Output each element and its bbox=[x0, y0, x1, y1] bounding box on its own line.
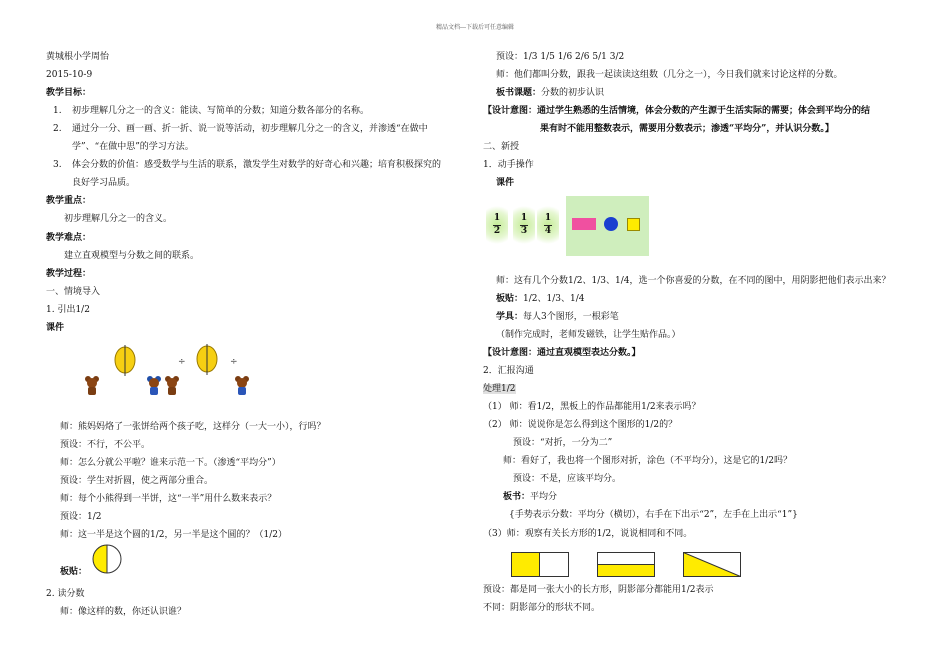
gesture-line: {手势表示分数：平均分（横切），右手在下出示“2”，左手在上出示“1”} bbox=[509, 510, 798, 520]
bear-icon bbox=[147, 376, 161, 395]
fraction-card bbox=[513, 204, 535, 246]
dialog-line: 师：熊妈妈烙了一张饼给两个孩子吃，这样分（一大一小），行吗？ bbox=[60, 422, 326, 432]
fraction-denominator: 3 bbox=[520, 226, 528, 236]
svg-text:÷: ÷ bbox=[230, 357, 238, 367]
board-row bbox=[496, 293, 584, 305]
bear-pie-illustration bbox=[80, 342, 260, 400]
fraction-denominator: 2 bbox=[493, 226, 501, 236]
question-line: （2） 师：说说你是怎么得到这个图形的1/2的？ bbox=[483, 420, 678, 430]
dialog-line: 预设：学生对折圆，使之两部分重合。 bbox=[60, 476, 214, 486]
author: 黄城根小学周怡 bbox=[46, 52, 110, 62]
board-content: 1/2、1/3、1/4 bbox=[523, 294, 585, 304]
sub-heading: 2．汇报沟通 bbox=[483, 366, 534, 376]
fraction-card bbox=[486, 204, 508, 246]
difficulty-text: 建立直观模型与分数之间的联系。 bbox=[64, 251, 200, 261]
difficulty-title: 教学难点： bbox=[46, 233, 92, 243]
sub-heading: 1. 引出1/2 bbox=[46, 305, 90, 315]
fraction-numerator: 1 bbox=[544, 213, 552, 223]
yellow-square-shape bbox=[627, 218, 640, 231]
board-title: 分数的初步认识 bbox=[541, 88, 605, 98]
tools-row bbox=[496, 311, 619, 323]
goal-num: 1. bbox=[53, 106, 62, 116]
shapes-panel bbox=[566, 196, 649, 256]
preset-line: 预设：“对折，一分为二” bbox=[513, 438, 613, 448]
dialog-line: 预设：不行，不公平。 bbox=[60, 440, 151, 450]
process-title: 教学过程： bbox=[46, 269, 92, 279]
teacher-line: 师：他们都叫分数，跟我一起读读这组数（几分之一），今日我们就来讨论这样的分数。 bbox=[496, 70, 843, 80]
goal-text: 良好学习品质。 bbox=[72, 178, 136, 188]
handle-heading bbox=[483, 383, 516, 395]
board-label: 板书： bbox=[503, 492, 531, 502]
blue-circle-shape bbox=[604, 217, 618, 231]
pink-rectangle-shape bbox=[572, 218, 596, 230]
board-title-label: 板书课题： bbox=[496, 88, 542, 98]
bear-icon bbox=[235, 376, 249, 395]
goal-text: 通过分一分、画一画、折一折、说一说等活动，初步理解几分之一的含义，并渗透“在做中 bbox=[72, 124, 428, 134]
question-line: （3）师：观察有关长方形的1/2，说说相同和不同。 bbox=[483, 529, 693, 539]
half-circle-figure bbox=[91, 543, 123, 575]
fraction-numerator: 1 bbox=[493, 213, 501, 223]
dialog-line: 师：每个小熊得到一半饼，这“一半”用什么数来表示？ bbox=[60, 494, 277, 504]
design-intent-1: 【设计意图：通过学生熟悉的生活情境，体会分数的产生源于生活实际的需要；体会到平均分的结 bbox=[483, 106, 871, 116]
preset-line: 预设：不是，应该平均分。 bbox=[513, 474, 622, 484]
teacher-line: 师：看好了，我也将一个图形对折，涂色（不平均分），这是它的1/2吗？ bbox=[503, 456, 792, 466]
design-intent-2: 【设计意图：通过直观模型表达分数。】 bbox=[483, 348, 641, 358]
pie-left-icon bbox=[115, 345, 135, 376]
fraction-card bbox=[537, 204, 559, 246]
tools-content: 每人3个图形，一根彩笔 bbox=[523, 312, 619, 322]
sub-heading: 1．动手操作 bbox=[483, 160, 534, 170]
diff-line: 不同：阴影部分的形状不同。 bbox=[483, 603, 601, 613]
preset-fractions: 预设：1/3 1/5 1/6 2/6 5/1 3/2 bbox=[496, 52, 625, 62]
sub-heading: 2. 读分数 bbox=[46, 589, 85, 599]
dialog-line: 预设：1/2 bbox=[60, 512, 102, 522]
dialog-line: 师：这一半是这个圆的1/2，另一半是这个圆的？（1/2） bbox=[60, 530, 287, 540]
same-line: 预设：都是同一张大小的长方形，阴影部分都能用1/2表示 bbox=[483, 585, 714, 595]
key-text: 初步理解几分之一的含义。 bbox=[64, 214, 173, 224]
rectangle-diagonal-half bbox=[683, 552, 743, 578]
goals-title: 教学目标： bbox=[46, 88, 92, 98]
goal-num: 3. bbox=[53, 160, 62, 170]
rectangle-vertical-half bbox=[511, 552, 571, 578]
dialog-line: 师：怎么分就公平啦？谁来示范一下。（渗透“平均分”） bbox=[60, 458, 281, 468]
section-heading: 一、情境导入 bbox=[46, 287, 101, 297]
dialog-line: 师：像这样的数，你还认识谁？ bbox=[60, 607, 187, 617]
board-row bbox=[503, 491, 557, 503]
note: （制作完成时，老师发磁铁，让学生贴作品。） bbox=[496, 330, 681, 340]
board-label: 板贴： bbox=[60, 567, 88, 577]
key-title: 教学重点： bbox=[46, 196, 92, 206]
goal-text: 学”、“在做中思”的学习方法。 bbox=[72, 142, 194, 152]
bear-icon bbox=[85, 376, 99, 395]
question-line: （1） 师：看1/2，黑板上的作品都能用1/2来表示吗？ bbox=[483, 402, 701, 412]
goal-text: 体会分数的价值：感受数学与生活的联系，激发学生对数学的好奇心和兴趣；培育积极探究的 bbox=[72, 160, 442, 170]
teacher-line: 师：这有几个分数1/2、1/3、1/4，选一个你喜爱的分数，在不同的图中，用阴影把他们表示出来？ bbox=[496, 276, 891, 286]
goal-num: 2. bbox=[53, 124, 62, 134]
fraction-cards bbox=[484, 194, 564, 256]
page-header: 精品文档---下载后可任意编辑 bbox=[435, 24, 515, 31]
handle-text: 处理1/2 bbox=[483, 384, 516, 394]
courseware-label: 课件 bbox=[46, 323, 65, 333]
board-label: 板贴： bbox=[496, 294, 524, 304]
bear-icon bbox=[165, 376, 179, 395]
rectangle-horizontal-half bbox=[597, 552, 657, 578]
section-heading: 二、新授 bbox=[483, 142, 520, 152]
pie-right-icon bbox=[197, 344, 217, 375]
board-title-row bbox=[496, 87, 604, 99]
fraction-denominator: 4 bbox=[544, 226, 552, 236]
design-intent-1-cont: 果有时不能用整数表示，需要用分数表示；渗透“平均分”，并认识分数。】 bbox=[540, 124, 834, 134]
date: 2015-10-9 bbox=[46, 70, 93, 80]
svg-text:÷: ÷ bbox=[178, 357, 186, 367]
fraction-numerator: 1 bbox=[520, 213, 528, 223]
goal-text: 初步理解几分之一的含义：能读、写简单的分数；知道分数各部分的名称。 bbox=[72, 106, 370, 116]
board-content: 平均分 bbox=[530, 492, 558, 502]
courseware-label: 课件 bbox=[496, 178, 515, 188]
tools-label: 学具： bbox=[496, 312, 524, 322]
